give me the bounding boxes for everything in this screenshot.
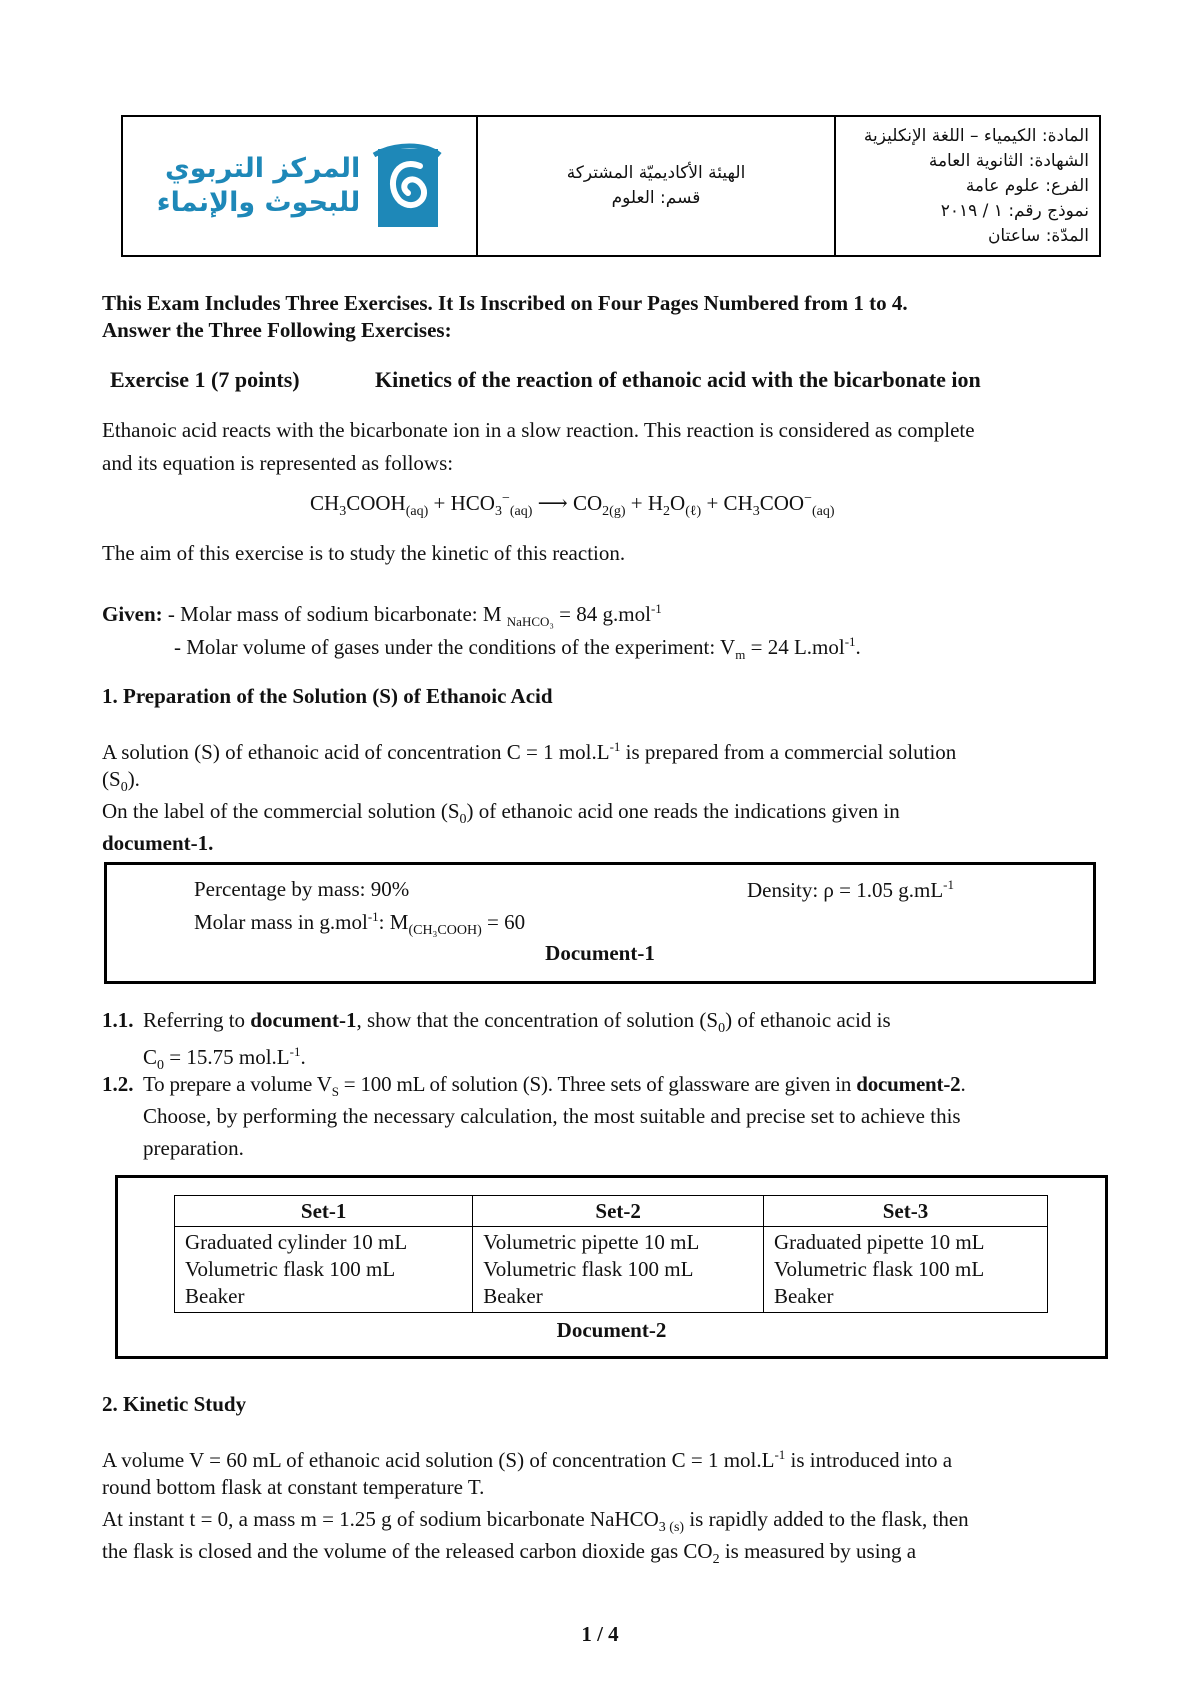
department-name: قسم: العلوم (611, 188, 701, 208)
s2-line1-text: A volume V = 60 mL of ethanoic acid solution (S) of concentration C = 1 mol.L (102, 1448, 775, 1472)
q12-line3: preparation. (143, 1136, 244, 1160)
section1-title: 1. Preparation of the Solution (S) of Ethanoic Acid (102, 684, 553, 708)
logo-line1: المركز التربوي (165, 153, 361, 184)
given1-value: = 84 g.mol (559, 602, 651, 626)
given1-text: - Molar mass of sodium bicarbonate: M (167, 602, 502, 626)
academic-committee-cell (478, 117, 836, 255)
document-1-caption: Document-1 (545, 941, 655, 965)
q11-text-c: , show that the concentration of solution (S (356, 1008, 719, 1032)
logo-cell (123, 117, 478, 255)
s2-line3: At instant t = 0, a mass m = 1.25 g of sodium bicarbonate NaHCO$_{3 (s)}$ is rapidly added to the flask, then (102, 1507, 969, 1536)
s1-line3-text: On the label of the commercial solution (S (102, 799, 460, 823)
s2-line2: round bottom flask at constant temperature T. (102, 1475, 485, 1499)
aim-text: The aim of this exercise is to study the kinetic of this reaction. (102, 541, 626, 565)
set-3-item-1: Graduated pipette 10 mL (774, 1230, 985, 1254)
exercise-title: Kinetics of the reaction of ethanoic acid with the bicarbonate ion (375, 367, 981, 392)
model-number-line: نموذج رقم: ١ / ٢٠١٩ (940, 200, 1089, 221)
branch-line: الفرع: علوم عامة (965, 175, 1089, 196)
mass-percentage: Percentage by mass: 90% (194, 877, 410, 901)
q12-doc-ref: document-2 (856, 1072, 961, 1096)
logo-spiral-icon (370, 141, 442, 231)
s2-line4-end: is measured by using a (719, 1539, 917, 1563)
s1-line2: $(S_0)$. (102, 767, 140, 796)
q12-text-a: To prepare a volume V (143, 1072, 332, 1096)
s1-line3-end: ) of ethanoic acid one reads the indications given in (466, 799, 900, 823)
s2-line4: the flask is closed and the volume of the released carbon dioxide gas $CO_2$ is measured by using a (102, 1539, 917, 1568)
q12-number: 1.2. (102, 1072, 134, 1096)
set-1-item-3: Beaker (185, 1284, 245, 1308)
s1-line1: A solution (S) of ethanoic acid of concentration C = 1 $mol.L^{-1}$ is prepared from a commercial solution (102, 739, 957, 764)
set-3-item-2: Volumetric flask 100 mL (774, 1257, 985, 1281)
given2-value: = 24 L.mol (750, 635, 845, 659)
s2-line1: A volume V = 60 mL of ethanoic acid solution (S) of concentration C = 1 $mol.L^{-1}$ is introduced into a (102, 1447, 953, 1472)
set-1-item-2: Volumetric flask 100 mL (185, 1257, 396, 1281)
given-label: Given: (102, 602, 163, 626)
table-row (175, 1227, 1048, 1313)
density: Density: ρ = 1.05 $g.mL^{-1}$ (747, 877, 954, 902)
document-2-caption: Document-2 (556, 1318, 667, 1342)
set-2-header: Set-2 (473, 1196, 764, 1227)
s2-line1-end: is introduced into a (785, 1448, 953, 1472)
set-2-item-3: Beaker (483, 1284, 543, 1308)
header-table (121, 115, 1101, 257)
exercise-label: Exercise 1 (7 points) (110, 367, 300, 392)
set-3-header: Set-3 (764, 1196, 1048, 1227)
s2-line4-text: the flask is closed and the volume of the released carbon dioxide gas CO (102, 1539, 713, 1563)
set-2-item-1: Volumetric pipette 10 mL (483, 1230, 700, 1254)
set-2-items (473, 1227, 764, 1313)
committee-name: الهيئة الأكاديميّة المشتركة (566, 163, 746, 183)
crdp-logo (157, 141, 442, 231)
q11-line2-text: = 15.75 mol.L (169, 1045, 290, 1069)
q12-line2: Choose, by performing the necessary calculation, the most suitable and precise set to achieve this (143, 1104, 961, 1128)
set-3-items (764, 1227, 1048, 1313)
molar-mass-text: Molar mass in g.mol (194, 910, 368, 934)
table-header-row (175, 1196, 1048, 1227)
document-1-box (104, 862, 1096, 984)
para1-line1: Ethanoic acid reacts with the bicarbonate ion in a slow reaction. This reaction is considered as complete (102, 418, 975, 442)
set-1-header: Set-1 (175, 1196, 473, 1227)
q12-line1: To prepare a volume $V_S = 100$ mL of solution (S). Three sets of glassware are given in document-2. (143, 1072, 966, 1100)
exam-info-cell (836, 117, 1099, 255)
molar-mass-value: = 60 (487, 910, 526, 934)
s1-line1-text: A solution (S) of ethanoic acid of concentration C = 1 mol.L (102, 740, 610, 764)
logo-line2: للبحوث والإنماء (156, 187, 361, 218)
intro-line-2: Answer the Three Following Exercises: (102, 318, 452, 342)
q11-doc-ref: document-1 (250, 1008, 357, 1032)
q12-text-b: = 100 mL of solution (S). Three sets of glassware are given in (338, 1072, 857, 1096)
q11-line2: $C_0 = 15.75$ $mol.L^{-1}$. (143, 1044, 306, 1074)
q11-text-d: ) of ethanoic acid is (725, 1008, 891, 1032)
duration-line: المدّة: ساعتان (987, 225, 1089, 246)
para1-line2: and its equation is represented as follows: (102, 451, 454, 475)
reaction-equation: $CH_3COOH_{(aq)} + HCO_3^-_{(aq)}$ ⟶ $CO_{2(g)} + H_2O_{(\ell)} + CH_3COO^-_{(aq)}$ (310, 491, 835, 520)
certificate-line: الشهادة: الثانوية العامة (928, 150, 1089, 171)
s2-line3-end: is rapidly added to the flask, then (684, 1507, 969, 1531)
s1-line1-end: is prepared from a commercial solution (620, 740, 957, 764)
page-number: 1 / 4 (581, 1622, 619, 1646)
given2-text: - Molar volume of gases under the conditions of the experiment: V (174, 635, 736, 659)
density-text: Density: ρ = 1.05 g.mL (747, 878, 944, 902)
glassware-sets-table (174, 1195, 1048, 1313)
section2-title: 2. Kinetic Study (102, 1392, 247, 1416)
s2-line3-text: At instant t = 0, a mass m = 1.25 g of sodium bicarbonate NaHCO (102, 1507, 659, 1531)
q11-text-a: Referring to (143, 1008, 251, 1032)
q11-number: 1.1. (102, 1008, 134, 1032)
s1-line4: document-1. (102, 831, 214, 855)
q11-line1: Referring to document-1, show that the concentration of solution $(S_0)$ of ethanoic acid is (143, 1008, 891, 1037)
given-line2: - Molar volume of gases under the conditions of the experiment: $V_m = 24$ L.mol$^{-1}$. (174, 634, 861, 663)
s1-line3: On the label of the commercial solution $(S_0)$ of ethanoic acid one reads the indications given in (102, 799, 900, 828)
set-2-item-2: Volumetric flask 100 mL (483, 1257, 694, 1281)
subject-line: المادة: الكيمياء – اللغة الإنكليزية (863, 125, 1089, 146)
given-line1: Given: - Molar mass of sodium bicarbonate: M $_{NaHCO_3}$ = 84 g.mol$^{-1}$ (102, 601, 662, 630)
document-2-box (115, 1175, 1108, 1359)
intro-line-1: This Exam Includes Three Exercises. It Is Inscribed on Four Pages Numbered from 1 to 4. (102, 291, 908, 315)
set-1-item-1: Graduated cylinder 10 mL (185, 1230, 408, 1254)
molar-mass: Molar mass in g.mol$^{-1}$: $M_{(CH_3COOH)} = 60$ (194, 909, 526, 939)
set-1-items (175, 1227, 473, 1313)
set-3-item-3: Beaker (774, 1284, 834, 1308)
